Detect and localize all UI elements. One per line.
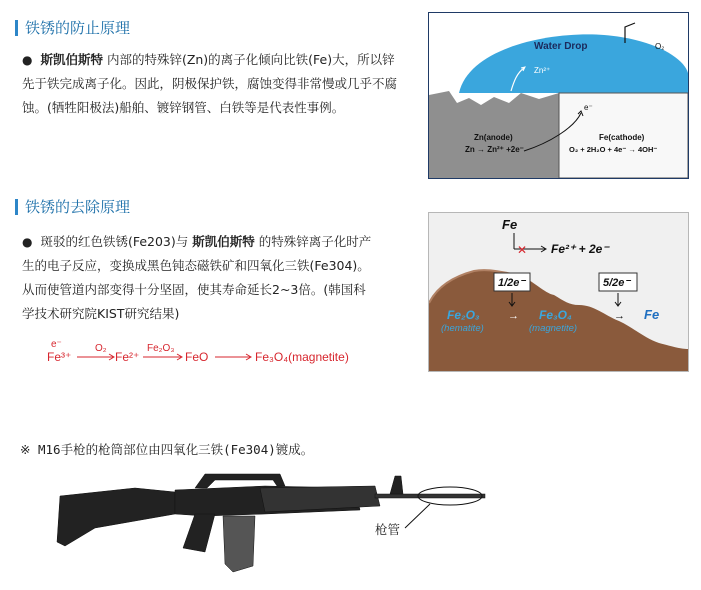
section1-line1: 内部的特殊锌(Zn)的离子化倾向比铁(Fe)大，所以锌 [106, 52, 395, 67]
rifle-grip [183, 514, 215, 552]
section2-line3: 从而使管道内部变得十分坚固，使其寿命延长2~3倍。(韩国科 [22, 282, 366, 297]
zn-ion-label: Zn²⁺ [534, 66, 551, 75]
anode-title: Zn(anode) [474, 133, 513, 142]
section1-paragraph [22, 48, 422, 120]
reaction-chain-svg [45, 335, 385, 371]
fe2-label: Fe²⁺ [115, 350, 140, 364]
water-drop-label: Water Drop [534, 41, 588, 52]
reaction-chain [45, 335, 385, 371]
rifle-svg [55, 466, 495, 578]
section1-line3: 蚀。(牺牲阳极法)船舶、镀锌钢管、白铁等是代表性事例。 [22, 100, 345, 115]
fe-right-label: Fe [644, 307, 660, 322]
five-half-electron-label: 5/2e⁻ [603, 277, 631, 289]
rifle-handguard [260, 486, 380, 512]
m16-note: ※ M16手枪的枪筒部位由四氧化三铁(Fe304)镀成。 [20, 442, 314, 457]
section2-title: 铁锈的去除原理 [15, 196, 130, 218]
section2-line4: 学技术研究院KIST研究结果) [22, 306, 180, 321]
fe3-label: Fe³⁺ [47, 350, 72, 364]
section2-line1-post: 的特殊锌离子化时产 [258, 234, 372, 249]
rifle-front-sight [390, 476, 403, 494]
o2-label: O₂ [655, 42, 665, 51]
o2-reaction-label: O₂ [95, 343, 107, 354]
section1-title: 铁锈的防止原理 [15, 17, 130, 39]
half-electron-label: 1/2e⁻ [498, 277, 526, 289]
section2-line2: 生的电子反应，变换成黑色钝态磁铁矿和四氧化三铁(Fe304)。 [22, 258, 370, 273]
hematite-label: (hematite) [441, 323, 484, 334]
brand-name: 斯凯伯斯特 [40, 52, 103, 67]
corrosion-prevention-diagram [428, 12, 689, 179]
blocked-x-icon: ✕ [517, 243, 528, 257]
cathode-title: Fe(cathode) [599, 133, 645, 142]
section2-paragraph [22, 230, 422, 326]
rifle-magazine [223, 516, 255, 572]
feo-label: FeO [185, 350, 209, 364]
e-minus-label: e⁻ [51, 339, 62, 350]
electron-label: e⁻ [584, 103, 593, 112]
arrow-2-icon: → [614, 310, 625, 322]
bullet-icon: ● [22, 53, 33, 67]
barrel-pointer-line [405, 504, 430, 528]
rifle-stock [57, 488, 175, 546]
section2-line1-pre: 斑驳的红色铁锈(Fe203)与 [40, 234, 189, 249]
rifle-barrel [375, 494, 485, 498]
fe-top-label: Fe [502, 217, 518, 232]
fe3o4-label: Fe₃O₄(magnetite) [255, 350, 349, 364]
corrosion-prevention-svg [429, 13, 688, 178]
fe3o4-label: Fe₃O₄ [539, 308, 572, 322]
anode-equation: Zn → Zn²⁺ +2e⁻ [465, 145, 524, 154]
rust-removal-diagram [428, 212, 689, 372]
fe2o3-reaction-label: Fe₂O₃ [147, 343, 175, 354]
rifle-illustration [55, 466, 495, 578]
fe2o3-label: Fe₂O₃ [447, 308, 480, 322]
barrel-label: 枪管 [375, 522, 401, 537]
cathode-equation: O₂ + 2H₂O + 4e⁻ → 4OH⁻ [569, 145, 658, 154]
arrow-1-icon: → [508, 310, 519, 322]
bullet-icon: ● [22, 235, 33, 249]
fe-equation-label: Fe²⁺ + 2e⁻ [551, 242, 609, 256]
brand-name: 斯凯伯斯特 [192, 234, 255, 249]
rust-removal-svg [429, 213, 688, 371]
magnetite-label: (magnetite) [529, 323, 578, 334]
section1-line2: 先于铁完成离子化。因此，阴极保护铁，腐蚀变得非常慢或几乎不腐 [22, 76, 398, 91]
